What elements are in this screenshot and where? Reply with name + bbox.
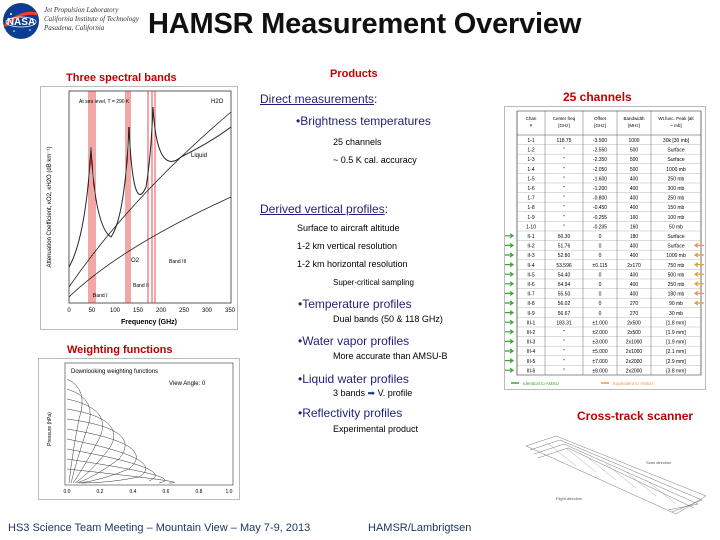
table-cell: 400 (629, 205, 639, 212)
table-cell: II-4 (527, 262, 535, 269)
wx-tick: 0.8 (195, 489, 203, 495)
table-cell: Surface (667, 234, 685, 240)
table-cell: 1-5 (527, 176, 535, 183)
table-cell: 0 (598, 291, 602, 298)
derived-heading-text: Derived vertical profiles (260, 202, 385, 216)
wx-tick: 1.0 (225, 489, 233, 495)
reflectivity-profiles: •Reflectivity profiles (298, 406, 403, 420)
table-cell: 180 mb (667, 291, 685, 298)
table-cell: 1-9 (527, 214, 535, 221)
table-cell: 500 (629, 147, 639, 154)
table-cell: 0 (598, 282, 602, 288)
org-block (44, 6, 139, 33)
temperature-sub: Dual bands (50 & 118 GHz) (333, 314, 443, 324)
footer-meeting: HS3 Science Team Meeting – Mountain View – May 7-9, 2013 (8, 522, 311, 534)
table-cell: 1000 mb (666, 253, 686, 260)
table-cell: 400 (629, 282, 639, 288)
table-cell: 500 (629, 157, 639, 164)
attenuation-chart (40, 86, 238, 330)
table-cell: 300 mb (667, 186, 685, 192)
table-cell: 500 mb (667, 272, 685, 279)
x-tick-labels (67, 308, 235, 314)
amsu-arrow-icon (505, 234, 513, 238)
table-cell: " (563, 205, 565, 212)
table-cell: 51.76 (557, 243, 571, 250)
table-cell: ±1.000 (592, 320, 608, 327)
derived-line-2: 1-2 km vertical resolution (297, 241, 398, 251)
table-cell: 118.75 (556, 138, 572, 144)
amsu-arrow-icon (505, 359, 513, 363)
table-cell: 400 (629, 176, 639, 183)
weighting-title: Downlooking weighting functions (71, 369, 159, 375)
derived-heading-colon: : (384, 202, 389, 216)
table-cell: 55.50 (557, 291, 571, 298)
liquid-sub-a: 3 bands (333, 388, 366, 398)
table-header-cell: Bandwidth [MHz] (623, 116, 645, 128)
table-cell: -1.200 (592, 186, 608, 192)
swath-scan-label: Scan direction (646, 460, 672, 465)
table-cell: 52.80 (557, 253, 571, 260)
table-header-cell: Center freq [GHz] (552, 116, 576, 128)
table-cell: 2x2000 (625, 358, 643, 365)
table-cell: " (563, 195, 565, 202)
table-cell: -2.050 (592, 166, 608, 173)
table-cell: -0.235 (592, 224, 608, 231)
table-cell: 160 (629, 214, 639, 221)
table-cell: -2.550 (592, 147, 608, 154)
x-tick: 0 (67, 308, 71, 314)
table-cell: 100 mb (667, 214, 685, 221)
table-cell: [2.1 mm] (666, 349, 686, 356)
channels-label: 25 channels (563, 90, 632, 104)
table-cell: III-6 (526, 368, 536, 375)
table-cell: 2x1000 (625, 349, 643, 356)
amsu-arrow-icon (505, 349, 513, 353)
table-cell: III-4 (526, 349, 536, 356)
table-cell: 90 mb (669, 301, 683, 308)
wx-tick: 0.4 (129, 489, 137, 495)
table-cell: 30 mb (669, 310, 683, 317)
table-cell: 250 mb (667, 282, 685, 288)
table-cell: III-1 (526, 320, 536, 327)
table-cell: 2x170 (627, 262, 641, 269)
amsu-arrow-icon (505, 253, 513, 257)
table-cell: 1000 (628, 138, 640, 144)
table-cell: 400 (629, 291, 639, 298)
table-cell: 270 (629, 310, 639, 317)
table-cell: 1-10 (525, 224, 537, 231)
legend-equivalent-label: Equivalent to AMSU (613, 381, 654, 386)
table-header-cell: Offset [GHz] (594, 116, 606, 128)
amsu-arrow-icon (505, 282, 513, 286)
table-cell: III-2 (526, 330, 536, 336)
table-cell: " (563, 166, 565, 173)
table-cell: 54.94 (557, 282, 571, 288)
bt-channels: 25 channels (333, 137, 382, 147)
table-cell: ±7.000 (592, 358, 608, 365)
table-cell: 400 (629, 195, 639, 202)
swath-flight-label: Flight direction (556, 496, 583, 501)
page-title: HAMSR Measurement Overview (148, 8, 582, 40)
table-cell: 1000 mb (666, 166, 686, 173)
table-cell: ±3.000 (592, 339, 608, 346)
table-cell: II-6 (527, 282, 535, 288)
wx-tick: 0.2 (96, 489, 104, 495)
derived-line-1: Surface to aircraft altitude (297, 223, 400, 233)
table-cell: 400 (629, 272, 639, 279)
table-cell: [1.9 mm] (666, 330, 686, 336)
table-cell: 1-2 (527, 147, 535, 154)
nasa-logo (2, 2, 40, 40)
table-cell: 1-3 (527, 157, 535, 164)
table-cell: 0 (598, 301, 602, 308)
table-cell: ±0.115 (592, 262, 608, 269)
table-cell: " (563, 330, 565, 336)
band-2-label: Band II (133, 283, 149, 289)
water-vapor-sub: More accurate than AMSU-B (333, 351, 448, 361)
table-cell: 53.596 (556, 262, 572, 269)
table-cell: 0 (598, 234, 602, 240)
table-cell: " (563, 339, 565, 346)
direct-measurements-heading (260, 92, 377, 106)
table-cell: 2x1000 (625, 339, 643, 346)
channel-table (504, 106, 706, 390)
table-cell: 56.02 (557, 301, 571, 308)
table-cell: II-5 (527, 272, 535, 279)
amsu-arrow-icon (505, 339, 513, 343)
table-cell: 2x500 (627, 320, 641, 327)
derived-line-4: Super-critical sampling (333, 278, 414, 287)
nasa-logo-text: NASA (6, 17, 36, 28)
chart-note: At sea level, T = 290 K (79, 99, 130, 105)
curve-h2o-label: H2O (211, 99, 224, 105)
weighting-chart (38, 358, 240, 500)
bt-accuracy: ~ 0.5 K cal. accuracy (333, 155, 417, 165)
cross-track-label: Cross-track scanner (577, 409, 694, 423)
table-cell: 50 mb (669, 224, 683, 231)
table-cell: " (563, 176, 565, 183)
table-cell: 270 (629, 301, 639, 308)
table-header-cell: Chan # (525, 116, 537, 128)
table-cell: -2.350 (592, 157, 608, 164)
direct-heading-text: Direct measurements (260, 92, 375, 106)
table-cell: 400 (629, 253, 639, 260)
table-cell: -0.450 (592, 205, 608, 212)
table-cell: 2x2000 (625, 368, 643, 375)
table-cell: 1-7 (527, 195, 535, 202)
band-3-label: Band III (169, 259, 187, 265)
arrow-icon: ➡ (367, 388, 376, 398)
table-cell: 1-8 (527, 205, 535, 212)
x-tick: 300 (201, 308, 213, 314)
table-cell: [1.9 mm] (666, 339, 686, 346)
table-cell: -0.255 (592, 214, 608, 221)
weighting-functions-label: Weighting functions (67, 344, 173, 356)
table-cell: 0 (598, 272, 602, 279)
liquid-water-sub (333, 388, 412, 399)
table-cell: " (563, 349, 565, 356)
table-cell: " (563, 157, 565, 164)
table-cell: 500 (629, 166, 639, 173)
spectral-bands-label: Three spectral bands (66, 72, 177, 84)
table-cell: II-2 (527, 243, 535, 250)
amsu-arrow-icon (505, 272, 513, 276)
table-cell: II-7 (527, 291, 535, 298)
reflectivity-sub: Experimental product (333, 424, 419, 434)
amsu-arrow-icon (505, 330, 513, 334)
x-tick: 150 (132, 308, 144, 314)
table-cell: ±8.000 (592, 368, 608, 375)
table-cell: 54.40 (557, 272, 571, 279)
derived-line-3: 1-2 km horizontal resolution (297, 259, 408, 269)
table-cell: Surface (667, 157, 685, 164)
table-cell: [1.8 mm] (666, 320, 686, 327)
table-cell: -3.500 (592, 138, 608, 144)
table-cell: -0.800 (592, 195, 608, 202)
x-tick: 350 (224, 308, 236, 314)
liquid-water-profiles: •Liquid water profiles (298, 372, 409, 386)
table-cell: [2.9 mm] (666, 358, 686, 365)
table-cell: 1-6 (527, 186, 535, 192)
amsu-arrow-icon (505, 291, 513, 295)
table-cell: " (563, 186, 565, 192)
org-line-3: Pasadena, California (44, 24, 105, 32)
table-cell: 750 mb (667, 262, 685, 269)
table-cell: " (563, 358, 565, 365)
table-cell: Surface (667, 147, 685, 154)
table-cell: 160 (629, 224, 639, 231)
amsu-arrow-icon (505, 243, 513, 247)
table-cell: 2x500 (627, 330, 641, 336)
x-tick: 50 (88, 308, 96, 314)
table-cell: 50.30 (557, 234, 571, 240)
table-cell: 183.31 (556, 320, 572, 327)
table-cell: " (563, 368, 565, 375)
scan-swath-diagram (516, 426, 712, 522)
table-cell: 150 mb (667, 205, 685, 212)
water-vapor-profiles: •Water vapor profiles (298, 334, 410, 348)
x-tick: 100 (109, 308, 121, 314)
amsu-arrow-icon (505, 320, 513, 324)
wx-tick: 0.0 (63, 489, 71, 495)
table-cell: III-3 (526, 339, 536, 346)
temperature-profiles: •Temperature profiles (298, 297, 412, 311)
table-cell: II-3 (527, 253, 535, 260)
table-cell: " (563, 147, 565, 154)
amsu-arrow-icon (505, 368, 513, 372)
table-cell: II-8 (527, 301, 535, 308)
view-angle: View Angle: 0 (169, 381, 206, 387)
x-tick: 200 (155, 308, 167, 314)
liquid-sub-b: V. profile (377, 388, 413, 398)
y-axis-label: Attenuation Coefficient, κO2, κH2O (dB km⁻¹) (47, 146, 53, 268)
table-cell: ±2.000 (592, 330, 608, 336)
table-cell: Surface (667, 243, 685, 250)
amsu-arrow-icon (505, 311, 513, 315)
products-label: Products (330, 68, 378, 80)
wx-tick: 0.6 (162, 489, 170, 495)
org-line-2: California Institute of Technology (44, 15, 139, 23)
table-cell: 250 mb (667, 195, 685, 202)
table-cell: " (563, 224, 565, 231)
table-cell: 400 (629, 186, 639, 192)
table-cell: 0 (598, 253, 602, 260)
table-cell: 0 (598, 243, 602, 250)
direct-heading-colon: : (374, 92, 378, 106)
channel-table-svg (505, 107, 705, 389)
table-cell: 0 (598, 310, 602, 317)
x-tick: 250 (178, 308, 190, 314)
x-axis-label: Frequency (GHz) (120, 319, 178, 326)
legend-identical-label: Identical to AMSU (523, 381, 559, 386)
table-cell: 30k [30 mb] (662, 138, 690, 144)
weighting-y-label: Pressure (hPa) (47, 412, 53, 446)
table-cell: III-5 (526, 358, 536, 365)
table-cell: [3.8 mm] (666, 368, 686, 375)
amsu-arrow-icon (505, 301, 513, 305)
table-cell: II-9 (527, 310, 535, 317)
table-cell: -1.600 (592, 176, 608, 183)
footer-author: HAMSR/Lambrigtsen (368, 522, 472, 534)
table-cell: II-1 (527, 234, 535, 240)
table-cell: 250 mb (667, 176, 685, 183)
table-cell: " (563, 214, 565, 221)
table-cell: 56.67 (557, 310, 571, 317)
table-cell: 1-4 (527, 166, 535, 173)
table-cell: 180 (629, 234, 639, 240)
band-1-label: Band I (93, 293, 108, 299)
table-cell: ±5.000 (592, 349, 608, 356)
table-header-cell: Wt.func. Peak [alt ~ mb] (658, 116, 694, 128)
amsu-arrow-icon (505, 263, 513, 267)
curve-liquid-label: Liquid (191, 153, 208, 159)
table-cell: 1-1 (527, 138, 535, 144)
table-cell: 400 (629, 243, 639, 250)
derived-profiles-heading (260, 202, 388, 216)
brightness-temperatures: •Brightness temperatures (296, 114, 431, 128)
org-line-1: Jet Propulsion Laboratory (44, 6, 119, 14)
curve-o2-label: O2 (131, 258, 140, 264)
